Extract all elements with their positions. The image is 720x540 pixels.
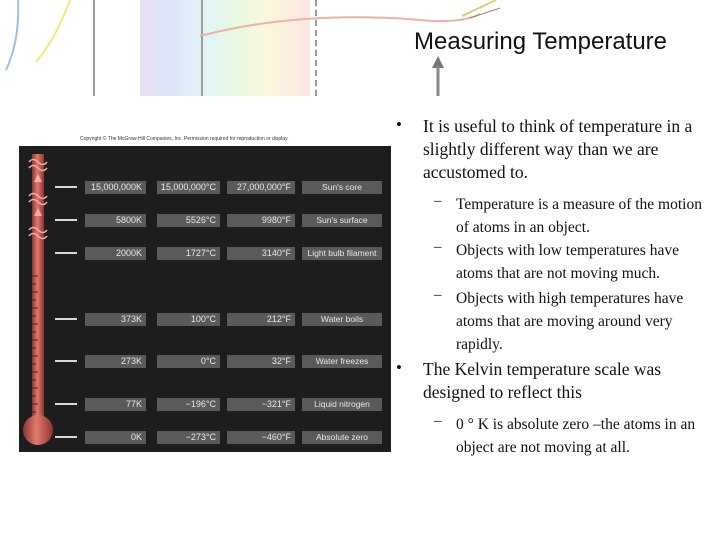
sub-bullet-4-text: 0 ° K is absolute zero –the atoms in an object are not moving at all.: [456, 416, 696, 456]
fahrenheit-cell: −321°F: [227, 398, 295, 411]
kelvin-cell: 373K: [85, 313, 146, 326]
dash-marker: –: [434, 239, 442, 255]
celsius-cell: −273°C: [157, 431, 220, 444]
kelvin-cell: 273K: [85, 355, 146, 368]
fahrenheit-cell: 3140°F: [227, 247, 295, 260]
celsius-cell: 0°C: [157, 355, 220, 368]
thermometer-icon: [19, 146, 59, 452]
celsius-cell: 1727°C: [157, 247, 220, 260]
sub-bullet-1-text: Temperature is a measure of the motion of atoms in an object.: [456, 196, 702, 236]
label-cell: Light bulb filament: [302, 247, 382, 260]
copyright-notice: Copyright © The McGraw-Hill Companies, Inc. Permission required for reproduction or display.: [80, 136, 289, 142]
celsius-cell: 15,000,000°C: [157, 181, 220, 194]
sub-bullet-3-text: Objects with high temperatures have atoms that are moving around very rapidly.: [456, 290, 684, 353]
label-cell: Liquid nitrogen: [302, 398, 382, 411]
label-cell: Water boils: [302, 313, 382, 326]
tick-line: [55, 186, 77, 188]
dash-marker: –: [434, 287, 442, 303]
dash-marker: –: [434, 193, 442, 209]
bullet-marker: •: [396, 358, 402, 377]
dash-marker: –: [434, 413, 442, 429]
celsius-cell: 100°C: [157, 313, 220, 326]
celsius-cell: 5526°C: [157, 214, 220, 227]
label-cell: Sun's core: [302, 181, 382, 194]
label-cell: Absolute zero: [302, 431, 382, 444]
bullet-marker: •: [396, 115, 402, 134]
tick-line: [55, 403, 77, 405]
label-cell: Water freezes: [302, 355, 382, 368]
tick-line: [55, 252, 77, 254]
sub-bullet-2-text: Objects with low temperatures have atoms that are not moving much.: [456, 242, 679, 282]
fahrenheit-cell: 32°F: [227, 355, 295, 368]
label-cell: Sun's surface: [302, 214, 382, 227]
tick-line: [55, 360, 77, 362]
fahrenheit-cell: 9980°F: [227, 214, 295, 227]
bullet-2-text: The Kelvin temperature scale was designed to reflect this: [423, 359, 662, 402]
celsius-cell: −196°C: [157, 398, 220, 411]
kelvin-cell: 2000K: [85, 247, 146, 260]
tick-line: [55, 436, 77, 438]
fahrenheit-cell: 212°F: [227, 313, 295, 326]
fahrenheit-cell: −460°F: [227, 431, 295, 444]
bullet-1-text: It is useful to think of temperature in a slightly different way than we are accustomed to.: [423, 116, 693, 182]
tick-line: [55, 318, 77, 320]
tick-line: [55, 219, 77, 221]
kelvin-cell: 0K: [85, 431, 146, 444]
slide-title: Measuring Temperature: [414, 28, 668, 55]
kelvin-cell: 77K: [85, 398, 146, 411]
kelvin-cell: 5800K: [85, 214, 146, 227]
fahrenheit-cell: 27,000,000°F: [227, 181, 295, 194]
kelvin-cell: 15,000,000K: [85, 181, 146, 194]
temperature-scale-figure: [19, 146, 391, 452]
